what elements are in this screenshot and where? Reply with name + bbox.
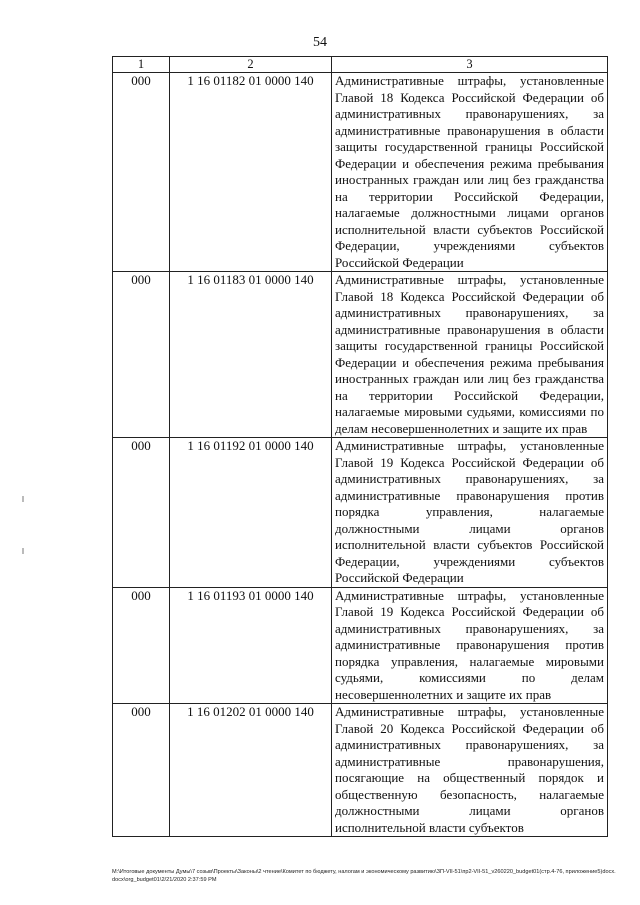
admin-code-cell: 000 [113, 587, 170, 704]
budget-code-cell: 1 16 01193 01 0000 140 [170, 587, 332, 704]
column-header-2: 2 [170, 57, 332, 73]
table-header-row [113, 57, 608, 73]
admin-code-cell: 000 [113, 272, 170, 438]
description-cell: Административные штрафы, установленные Главой 19 Кодекса Российской Федерации об административных правонарушениях, за административные правонарушения против порядка управления, налагаемые мировыми судьями, комиссиями по делам несовершеннолетних и защите их прав [332, 587, 608, 704]
budget-code-table [112, 56, 608, 837]
description-cell: Административные штрафы, установленные Главой 18 Кодекса Российской Федерации об административных правонарушениях, за административные правонарушения в области защиты государственной границы Российской Федерации и обеспечения режима пребывания иностранных граждан или лиц без гражданства на территории Российской Федерации, налагаемые должностными лицами органов исполнительной власти субъектов Российской Федерации, учреждениями субъектов Российской Федерации [332, 73, 608, 272]
budget-code-cell: 1 16 01182 01 0000 140 [170, 73, 332, 272]
description-cell: Административные штрафы, установленные Главой 18 Кодекса Российской Федерации об административных правонарушениях, за административные правонарушения в области защиты государственной границы Российской Федерации и обеспечения режима пребывания иностранных граждан или лиц без гражданства на территории Российской Федерации, налагаемые мировыми судьями, комиссиями по делам несовершеннолетних и защите их прав [332, 272, 608, 438]
description-cell: Административные штрафы, установленные Главой 19 Кодекса Российской Федерации об административных правонарушениях, за административные правонарушения против порядка управления, налагаемые должностными лицами органов исполнительной власти субъектов Российской Федерации, учреждениями субъектов Российской Федерации [332, 438, 608, 588]
admin-code-cell: 000 [113, 704, 170, 837]
margin-mark [22, 496, 24, 502]
page-number: 54 [313, 35, 327, 50]
table-row [113, 438, 608, 588]
admin-code-cell: 000 [113, 438, 170, 588]
column-header-1: 1 [113, 57, 170, 73]
file-path-footer: M:\Итоговые документы Думы\7 созыв\Проекты\Законы\2 чтение\Комитет по бюджету, налогам и экономическому развитию\ЗП-VII-51\пр2-VII-51_v260220_budget01(стр.4-76, приложение5)docx.docx\org_budget01\2/21/2020 2:37:59 PM [112, 869, 616, 883]
admin-code-cell: 000 [113, 73, 170, 272]
table-row [113, 587, 608, 704]
budget-code-cell: 1 16 01183 01 0000 140 [170, 272, 332, 438]
column-header-3: 3 [332, 57, 608, 73]
table-row [113, 73, 608, 272]
margin-mark [22, 548, 24, 554]
table-row [113, 704, 608, 837]
budget-code-cell: 1 16 01192 01 0000 140 [170, 438, 332, 588]
table-row [113, 272, 608, 438]
budget-code-cell: 1 16 01202 01 0000 140 [170, 704, 332, 837]
description-cell: Административные штрафы, установленные Главой 20 Кодекса Российской Федерации об административных правонарушениях, за административные правонарушения, посягающие на общественный порядок и общественную безопасность, налагаемые должностными лицами органов исполнительной власти субъектов [332, 704, 608, 837]
